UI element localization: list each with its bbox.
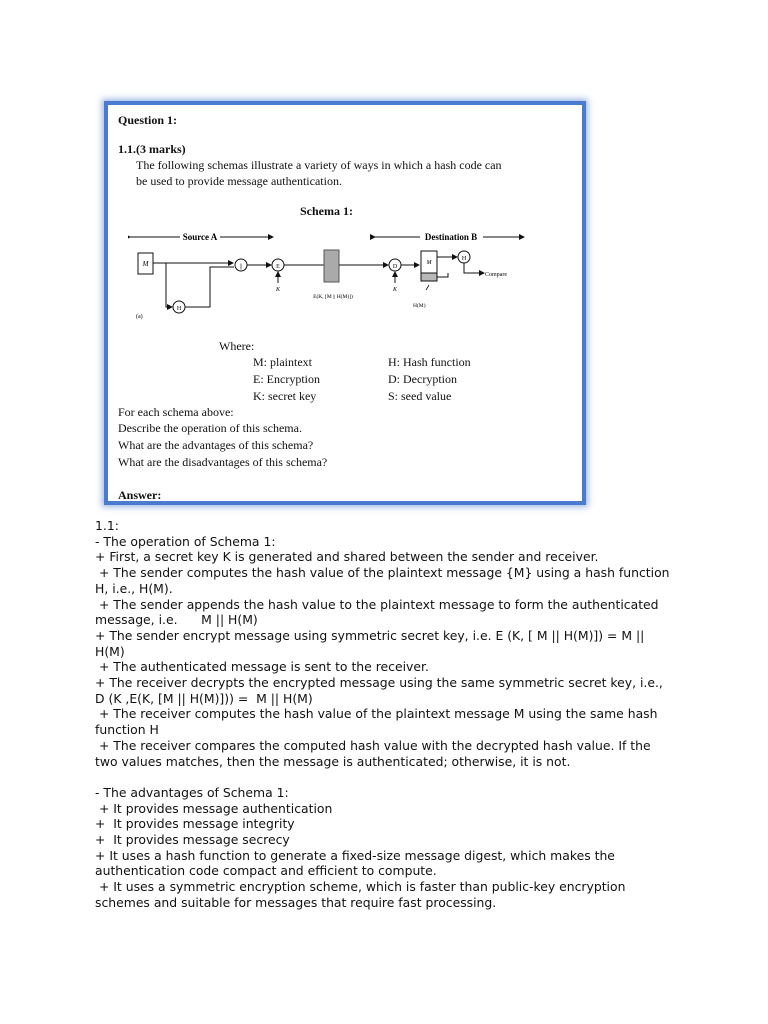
- answer-line: - The advantages of Schema 1:: [95, 784, 289, 800]
- question-title: Question 1:: [118, 113, 178, 127]
- answer-line: + It uses a symmetric encryption scheme, which is faster than public-key encryption schemes and suitable for messages that require fast processing.: [95, 879, 630, 910]
- answer-line: + It provides message secrecy: [95, 832, 290, 848]
- answer-line: + It provides message authentication: [95, 800, 333, 816]
- payload-box: [324, 250, 339, 282]
- hash-node-source-label: H: [176, 306, 182, 312]
- payload-label: E(K, [M || H(M)]): [313, 294, 353, 300]
- answer-line: + The sender encrypt message using symmetric secret key, i.e. E (K, [ M || H(M)]) = M || H(M): [95, 627, 649, 659]
- question-subtitle: 1.1.(3 marks): [118, 142, 186, 156]
- question-image: [104, 101, 586, 505]
- answer-body: [95, 518, 675, 911]
- key-label-encrypt: K: [275, 287, 281, 293]
- instruction-4: What are the disadvantages of this schema?: [118, 455, 328, 469]
- answer-line: + The sender computes the hash value of the plaintext message {M} using a hash function H, i.e., H(M).: [95, 565, 674, 596]
- dest-message-label: M: [426, 260, 432, 266]
- message-box-label: M: [142, 260, 149, 268]
- instruction-3: What are the advantages of this schema?: [118, 438, 314, 452]
- hm-label: H(M): [413, 303, 426, 309]
- intro-line-1: The following schemas illustrate a variety of ways in which a hash code can: [136, 158, 502, 172]
- answer-line: + It uses a hash function to generate a fixed-size message digest, which makes the authentication code compact and efficient to compute.: [95, 847, 619, 879]
- legend-left-2: E: Encryption: [253, 372, 320, 386]
- schema-title: Schema 1:: [300, 204, 353, 218]
- legend-right-2: D: Decryption: [388, 372, 457, 386]
- answer-line: + It provides message integrity: [95, 816, 295, 832]
- encrypt-node-label: E: [276, 264, 280, 270]
- hm-pointer: [426, 285, 429, 290]
- dest-label: Destination B: [424, 232, 478, 242]
- hash-part-to-compare-line: [437, 273, 448, 277]
- hash-to-compare-line: [464, 263, 484, 273]
- hash-node-dest-label: H: [461, 256, 467, 262]
- answer-line: + The receiver compares the computed hash value with the decrypted hash value. If the two values matches, then the message is authenticated; otherwise, it is not.: [95, 737, 655, 769]
- answer-line: - The operation of Schema 1:: [95, 533, 276, 549]
- instruction-1: For each schema above:: [118, 405, 234, 419]
- answer-line: + The sender appends the hash value to the plaintext message to form the authenticated message, i.e. M || H(M): [95, 596, 663, 628]
- answer-line: [95, 769, 675, 785]
- dest-hash-part: [421, 273, 437, 281]
- instruction-2: Describe the operation of this schema.: [118, 421, 302, 435]
- legend-right-3: S: seed value: [388, 389, 452, 403]
- where-label: Where:: [219, 339, 255, 353]
- answer-line: + The authenticated message is sent to the receiver.: [95, 659, 429, 675]
- answer-label: Answer:: [118, 488, 162, 502]
- decrypt-node-label: D: [392, 264, 398, 270]
- m-to-hash-line: [166, 263, 172, 307]
- legend-left-1: M: plaintext: [253, 355, 312, 369]
- hash-to-concat-line: [185, 267, 234, 307]
- intro-line-2: be used to provide message authentication.: [136, 174, 342, 188]
- source-label: Source A: [182, 232, 218, 242]
- concat-node-label: ||: [239, 264, 243, 270]
- compare-label: Compare: [485, 272, 507, 278]
- figure-label: (a): [136, 314, 143, 320]
- answer-line: 1.1:: [95, 518, 119, 533]
- answer-line: + First, a secret key K is generated and shared between the sender and receiver.: [95, 549, 599, 565]
- schema-diagram: [128, 227, 528, 325]
- answer-line: + The receiver computes the hash value of the plaintext message M using the same hash function H: [95, 706, 662, 738]
- legend-right-1: H: Hash function: [388, 355, 471, 369]
- answer-line: + The receiver decrypts the encrypted message using the same symmetric secret key, i.e., D (K ,E(K, [M || H(M)])) = M || H(M): [95, 675, 667, 706]
- key-label-decrypt: K: [392, 287, 398, 293]
- legend-left-3: K: secret key: [253, 389, 317, 403]
